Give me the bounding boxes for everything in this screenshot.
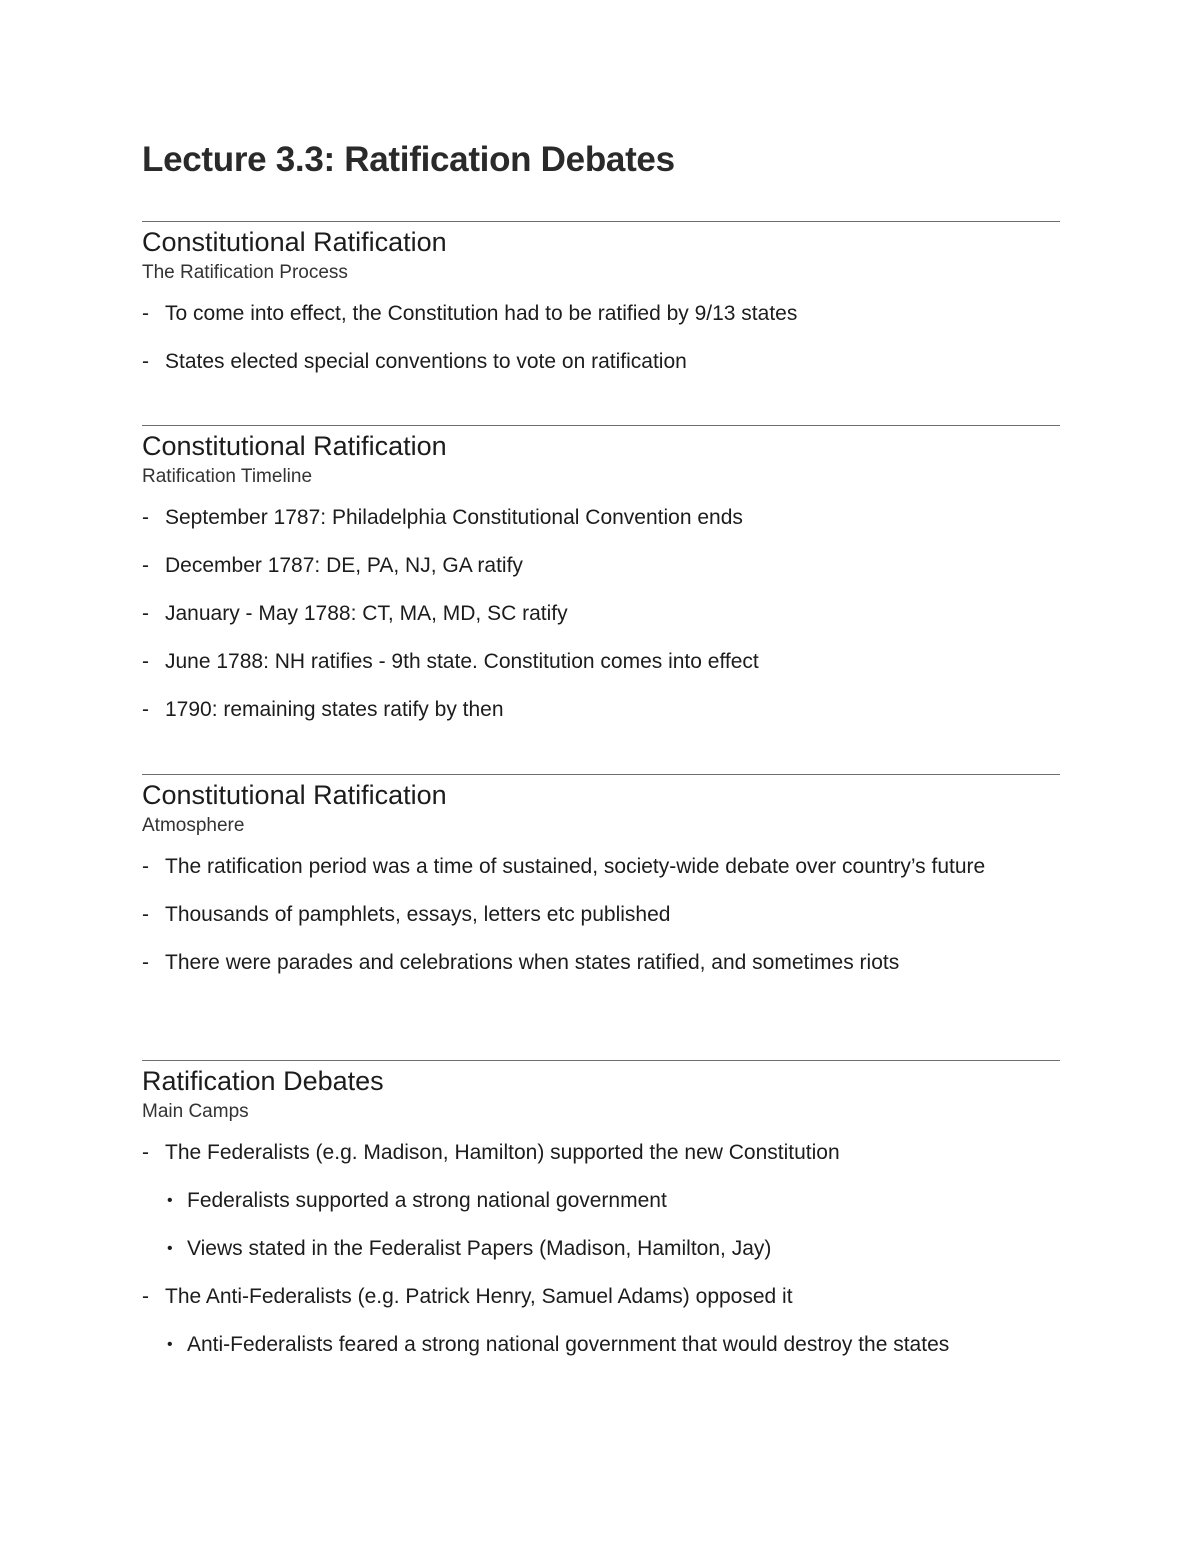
dot-bullet-icon: • — [167, 1192, 173, 1209]
document-title: Lecture 3.3: Ratification Debates — [142, 140, 675, 179]
list-item — [142, 1281, 1060, 1313]
dash-bullet-icon: - — [142, 350, 149, 373]
list-item-text: To come into effect, the Constitution had to be ratified by 9/13 states — [165, 302, 798, 325]
list-item-text: States elected special conventions to vote on ratification — [165, 350, 687, 373]
section-divider — [142, 774, 1060, 775]
list-item — [142, 1137, 1060, 1169]
dash-bullet-icon: - — [142, 951, 149, 974]
dash-bullet-icon: - — [142, 1285, 149, 1308]
list-item — [142, 346, 1060, 378]
dash-bullet-icon: - — [142, 1141, 149, 1164]
list-item — [142, 694, 1060, 726]
sub-list-item — [142, 1329, 1060, 1361]
dot-bullet-icon: • — [167, 1240, 173, 1257]
list-item — [142, 550, 1060, 582]
dash-bullet-icon: - — [142, 903, 149, 926]
dash-bullet-icon: - — [142, 602, 149, 625]
section-heading: Constitutional Ratification — [142, 780, 447, 810]
section-divider — [142, 221, 1060, 222]
dash-bullet-icon: - — [142, 506, 149, 529]
list-item-text: 1790: remaining states ratify by then — [165, 698, 504, 721]
dot-bullet-icon: • — [167, 1336, 173, 1353]
list-item-text: September 1787: Philadelphia Constitutional Convention ends — [165, 506, 743, 529]
sub-list-item-text: Views stated in the Federalist Papers (Madison, Hamilton, Jay) — [187, 1237, 772, 1260]
sub-list-item-text: Federalists supported a strong national government — [187, 1189, 667, 1212]
list-item — [142, 851, 1060, 883]
section-subheading: Main Camps — [142, 1101, 249, 1122]
list-item-text: Thousands of pamphlets, essays, letters etc published — [165, 903, 671, 926]
bullet-list — [142, 851, 1060, 979]
section-subheading: The Ratification Process — [142, 262, 348, 283]
section-subheading: Ratification Timeline — [142, 466, 313, 487]
list-item-text: The ratification period was a time of sustained, society-wide debate over country’s future — [165, 855, 986, 878]
list-item-text: January - May 1788: CT, MA, MD, SC ratify — [165, 602, 568, 625]
dash-bullet-icon: - — [142, 698, 149, 721]
list-item-text: The Federalists (e.g. Madison, Hamilton) supported the new Constitution — [165, 1141, 840, 1164]
bullet-list — [142, 502, 1060, 726]
section-divider — [142, 1060, 1060, 1061]
dash-bullet-icon: - — [142, 650, 149, 673]
dash-bullet-icon: - — [142, 554, 149, 577]
section-main-camps — [142, 1060, 1060, 1361]
section-heading: Constitutional Ratification — [142, 431, 447, 461]
list-item-text: There were parades and celebrations when states ratified, and sometimes riots — [165, 951, 900, 974]
list-item — [142, 947, 1060, 979]
section-heading: Ratification Debates — [142, 1066, 384, 1096]
list-item-text: June 1788: NH ratifies - 9th state. Constitution comes into effect — [165, 650, 759, 673]
section-heading: Constitutional Ratification — [142, 227, 447, 257]
bullet-list — [142, 298, 1060, 378]
list-item — [142, 598, 1060, 630]
bullet-list — [142, 1137, 1060, 1361]
section-atmosphere — [142, 774, 1060, 979]
list-item-text: The Anti-Federalists (e.g. Patrick Henry, Samuel Adams) opposed it — [165, 1285, 793, 1308]
section-divider — [142, 425, 1060, 426]
sub-list-item-text: Anti-Federalists feared a strong national government that would destroy the states — [187, 1333, 950, 1356]
list-item — [142, 502, 1060, 534]
section-ratification-process — [142, 221, 1060, 378]
list-item-text: December 1787: DE, PA, NJ, GA ratify — [165, 554, 523, 577]
dash-bullet-icon: - — [142, 302, 149, 325]
sub-list-item — [142, 1185, 1060, 1217]
list-item — [142, 899, 1060, 931]
list-item — [142, 298, 1060, 330]
section-ratification-timeline — [142, 425, 1060, 726]
dash-bullet-icon: - — [142, 855, 149, 878]
section-subheading: Atmosphere — [142, 815, 245, 836]
list-item — [142, 646, 1060, 678]
sub-list-item — [142, 1233, 1060, 1265]
